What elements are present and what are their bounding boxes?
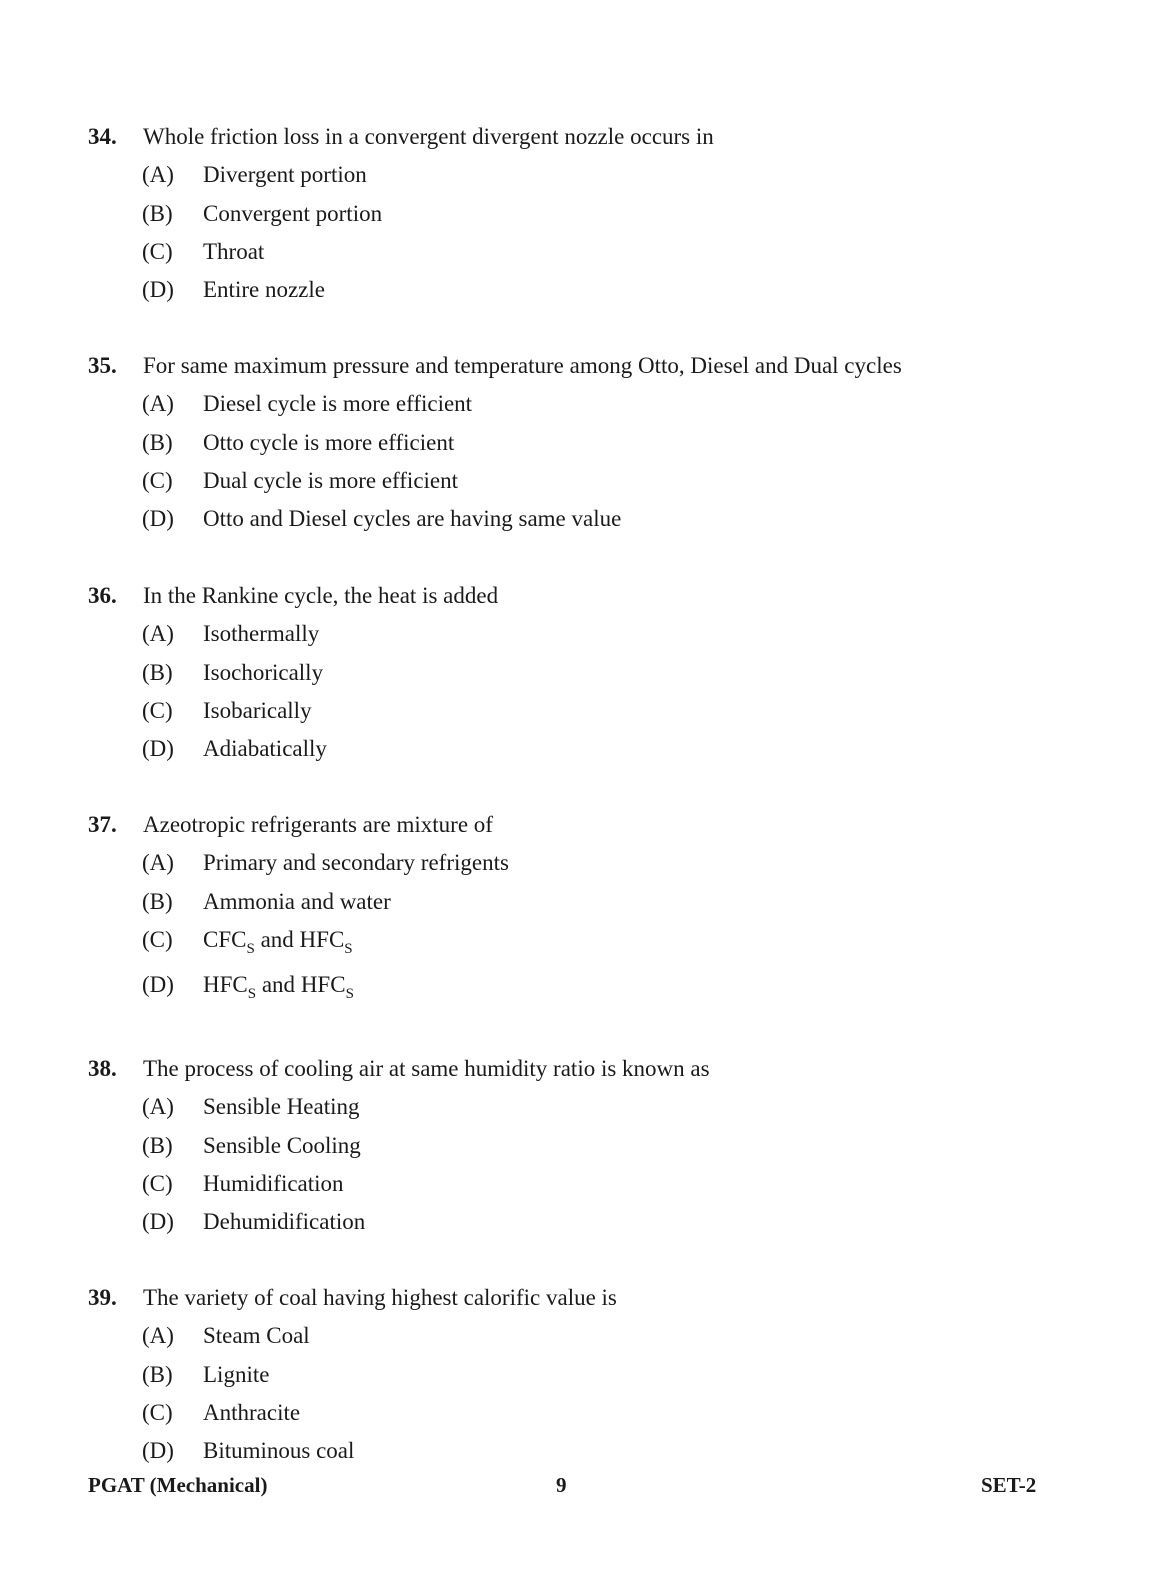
question-35	[0, 353, 1153, 531]
option-label: (B)	[142, 201, 173, 226]
option-text	[203, 927, 353, 957]
option-b	[0, 660, 1153, 685]
conjunction: and	[256, 972, 301, 997]
page-footer	[0, 1473, 1153, 1498]
question-number: 39.	[88, 1285, 117, 1310]
subscript: S	[247, 986, 257, 1002]
option-label: (D)	[142, 1209, 174, 1234]
conjunction: and	[254, 927, 300, 952]
option-c	[0, 1171, 1153, 1196]
option-text: Humidification	[203, 1171, 344, 1196]
question-text: For same maximum pressure and temperature among Otto, Diesel and Dual cycles	[143, 353, 902, 378]
chemical-name: HFC	[203, 972, 248, 997]
option-d	[0, 506, 1153, 531]
option-label: (B)	[142, 889, 173, 914]
option-b	[0, 430, 1153, 455]
option-label: (C)	[142, 698, 173, 723]
option-label: (D)	[142, 736, 174, 761]
page-number: 9	[556, 1473, 567, 1497]
option-label: (A)	[142, 162, 174, 187]
option-a	[0, 1094, 1153, 1119]
subscript: S	[344, 941, 353, 957]
question-number: 35.	[88, 353, 117, 378]
option-label: (C)	[142, 927, 173, 952]
option-text: Anthracite	[203, 1400, 301, 1425]
option-c	[0, 1400, 1153, 1425]
option-a	[0, 162, 1153, 187]
question-text: The process of cooling air at same humidity ratio is known as	[143, 1056, 710, 1081]
option-label: (D)	[142, 506, 174, 531]
option-text: Adiabatically	[203, 736, 327, 761]
option-label: (A)	[142, 1094, 174, 1119]
option-b	[0, 1362, 1153, 1387]
question-34	[0, 124, 1153, 302]
option-text: Otto cycle is more efficient	[203, 430, 455, 455]
option-b	[0, 889, 1153, 914]
option-d	[0, 277, 1153, 302]
chemical-name: HFC	[299, 927, 345, 952]
set-label: SET-2	[981, 1473, 1037, 1497]
option-label: (D)	[142, 1438, 174, 1463]
question-text: In the Rankine cycle, the heat is added	[143, 583, 499, 608]
option-text: Convergent portion	[203, 201, 383, 226]
chemical-name: HFC	[300, 972, 346, 997]
option-label: (B)	[142, 430, 173, 455]
question-39	[0, 1285, 1153, 1463]
option-c	[0, 927, 1153, 957]
option-text: Entire nozzle	[203, 277, 325, 302]
option-a	[0, 391, 1153, 416]
option-a	[0, 850, 1153, 875]
option-a	[0, 1323, 1153, 1348]
option-b	[0, 1133, 1153, 1158]
option-label: (C)	[142, 1171, 173, 1196]
option-text: Sensible Heating	[203, 1094, 360, 1119]
question-number: 34.	[88, 124, 117, 149]
option-label: (D)	[142, 972, 174, 997]
question-text: Whole friction loss in a convergent divergent nozzle occurs in	[143, 124, 714, 149]
option-c	[0, 468, 1153, 493]
question-number: 36.	[88, 583, 117, 608]
option-text: Divergent portion	[203, 162, 367, 187]
option-label: (D)	[142, 277, 174, 302]
question-37	[0, 812, 1153, 1002]
option-label: (C)	[142, 468, 173, 493]
option-text: Ammonia and water	[203, 889, 391, 914]
question-number: 37.	[88, 812, 117, 837]
option-label: (B)	[142, 660, 173, 685]
option-label: (A)	[142, 850, 174, 875]
option-text: Primary and secondary refrigents	[203, 850, 509, 875]
question-38	[0, 1056, 1153, 1234]
option-text: Isothermally	[203, 621, 320, 646]
chemical-name: CFC	[203, 927, 247, 952]
option-c	[0, 698, 1153, 723]
option-text: Sensible Cooling	[203, 1133, 361, 1158]
option-d	[0, 736, 1153, 761]
option-text: Diesel cycle is more efficient	[203, 391, 473, 416]
option-label: (A)	[142, 391, 174, 416]
option-label: (A)	[142, 1323, 174, 1348]
option-b	[0, 201, 1153, 226]
option-d	[0, 1209, 1153, 1234]
option-text: Dehumidification	[203, 1209, 366, 1234]
option-a	[0, 621, 1153, 646]
exam-name: PGAT (Mechanical)	[88, 1473, 268, 1497]
option-c	[0, 239, 1153, 264]
subscript: S	[345, 986, 354, 1002]
option-text: Steam Coal	[203, 1323, 310, 1348]
option-text: Lignite	[203, 1362, 270, 1387]
option-text: Isobarically	[203, 698, 312, 723]
question-text: Azeotropic refrigerants are mixture of	[143, 812, 493, 837]
question-text: The variety of coal having highest calorific value is	[143, 1285, 617, 1310]
option-text: Otto and Diesel cycles are having same value	[203, 506, 622, 531]
option-label: (C)	[142, 1400, 173, 1425]
option-d	[0, 1438, 1153, 1463]
subscript: S	[246, 941, 255, 957]
option-label: (C)	[142, 239, 173, 264]
option-text: Throat	[203, 239, 265, 264]
option-label: (B)	[142, 1362, 173, 1387]
option-label: (B)	[142, 1133, 173, 1158]
question-number: 38.	[88, 1056, 117, 1081]
option-text: Bituminous coal	[203, 1438, 355, 1463]
option-d	[0, 972, 1153, 1002]
option-text: Dual cycle is more efficient	[203, 468, 459, 493]
question-36	[0, 583, 1153, 761]
option-label: (A)	[142, 621, 174, 646]
option-text: Isochorically	[203, 660, 324, 685]
option-text	[203, 972, 354, 1002]
